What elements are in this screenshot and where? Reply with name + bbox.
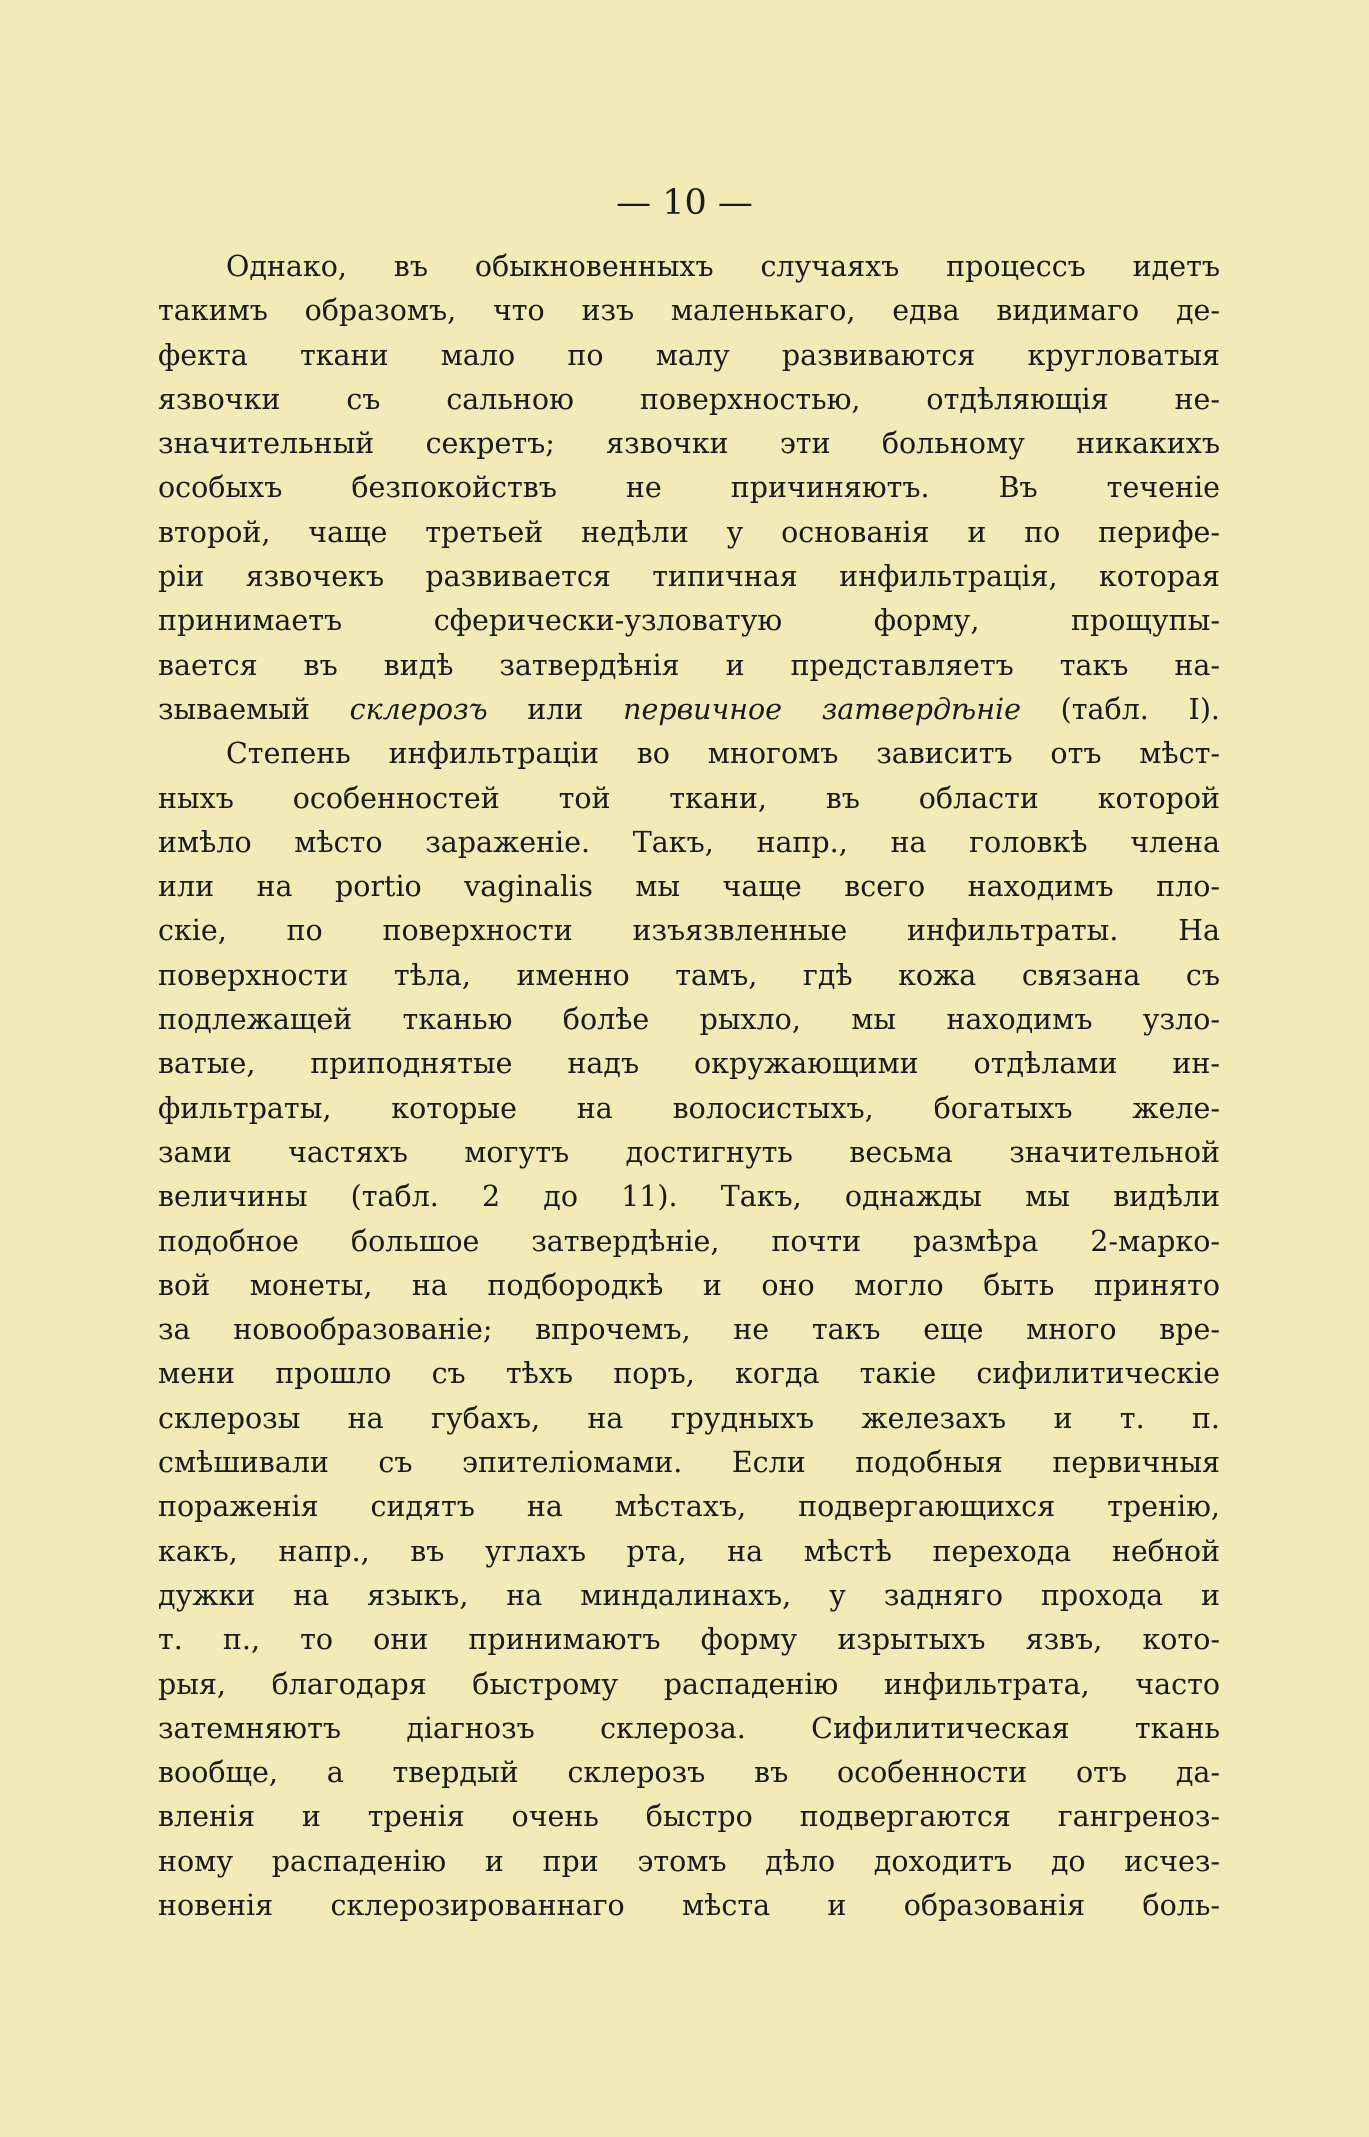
text-line: второй, чаще третьей недѣли у основанія и по перифе- [158,515,1220,549]
text-line: поверхности тѣла, именно тамъ, гдѣ кожа связана съ [158,958,1220,992]
text-line: такимъ образомъ, что изъ маленькаго, едва видимаго де- [158,294,1220,328]
text-line: фильтраты, которые на волосистыхъ, богатыхъ желе- [158,1091,1220,1125]
text-line: подобное большое затвердѣніе, почти размѣра 2-марко- [158,1224,1220,1258]
text-line: вается въ видѣ затвердѣнія и представляетъ такъ на- [158,648,1220,682]
text-line: дужки на языкъ, на миндалинахъ, у задняго прохода и [158,1578,1220,1612]
text-line: ныхъ особенностей той ткани, въ области которой [158,781,1220,815]
text-span: (табл. I). [1020,692,1220,726]
text-line: значительный секретъ; язвочки эти больному никакихъ [158,427,1220,461]
italic-term: склерозъ [349,692,488,726]
text-line: Однако, въ обыкновенныхъ случаяхъ процессъ идетъ [226,250,1220,283]
text-line: смѣшивали съ эпителіомами. Если подобныя первичныя [158,1446,1220,1480]
text-line: т. п., то они принимаютъ форму изрытыхъ язвъ, кото- [158,1623,1220,1657]
text-line: скіе, по поверхности изъязвленные инфильтраты. На [158,914,1220,948]
text-line: новенія склерозированнаго мѣста и образованія боль- [158,1888,1220,1922]
text-line: вленія и тренія очень быстро подвергаются гангреноз- [158,1800,1220,1834]
text-line: склерозы на губахъ, на грудныхъ железахъ и т. п. [158,1401,1220,1435]
text-span: зываемый [158,692,350,726]
text-line: за новообразованіе; впрочемъ, не такъ еще много вре- [158,1313,1220,1347]
text-line: имѣло мѣсто зараженіе. Такъ, напр., на головкѣ члена [158,825,1220,859]
text-line: ному распаденію и при этомъ дѣло доходитъ до исчез- [158,1844,1220,1878]
text-line: затемняютъ діагнозъ склероза. Сифилитическая ткань [158,1711,1220,1745]
page-number: — 10 — [616,183,753,223]
text-line: фекта ткани мало по малу развиваются кругловатыя [158,338,1220,372]
text-line: зами частяхъ могутъ достигнуть весьма значительной [158,1135,1220,1169]
text-span: или [487,692,624,726]
text-line: величины (табл. 2 до 11). Такъ, однажды мы видѣли [158,1180,1220,1214]
text-line: вой монеты, на подбородкѣ и оно могло быть принято [158,1268,1220,1302]
text-line: какъ, напр., въ углахъ рта, на мѣстѣ перехода небной [158,1534,1220,1568]
text-line: рыя, благодаря быстрому распаденію инфильтрата, часто [158,1667,1220,1701]
text-line: пораженія сидятъ на мѣстахъ, подвергающихся тренію, [158,1490,1220,1524]
italic-term: первичное затвердѣніе [623,692,1021,726]
text-line: мени прошло съ тѣхъ поръ, когда такіе сифилитическіе [158,1357,1220,1391]
text-line: Степень инфильтраціи во многомъ зависитъ отъ мѣст- [226,737,1220,771]
text-line: подлежащей тканью болѣе рыхло, мы находимъ узло- [158,1003,1220,1037]
body-text [158,245,1220,1928]
text-line: ріи язвочекъ развивается типичная инфильтрація, которая [158,560,1220,594]
text-line: ватые, приподнятые надъ окружающими отдѣлами ин- [158,1047,1220,1081]
text-line: принимаетъ сферически-узловатую форму, прощупы- [158,604,1220,638]
text-line: язвочки съ сальною поверхностью, отдѣляющія не- [158,382,1220,416]
text-line: особыхъ безпокойствъ не причиняютъ. Въ теченіе [158,471,1220,505]
text-line-with-italic [158,688,1220,732]
text-line: или на portio vaginalis мы чаще всего находимъ пло- [158,870,1220,904]
text-line: вообще, а твердый склерозъ въ особенности отъ да- [158,1756,1220,1790]
